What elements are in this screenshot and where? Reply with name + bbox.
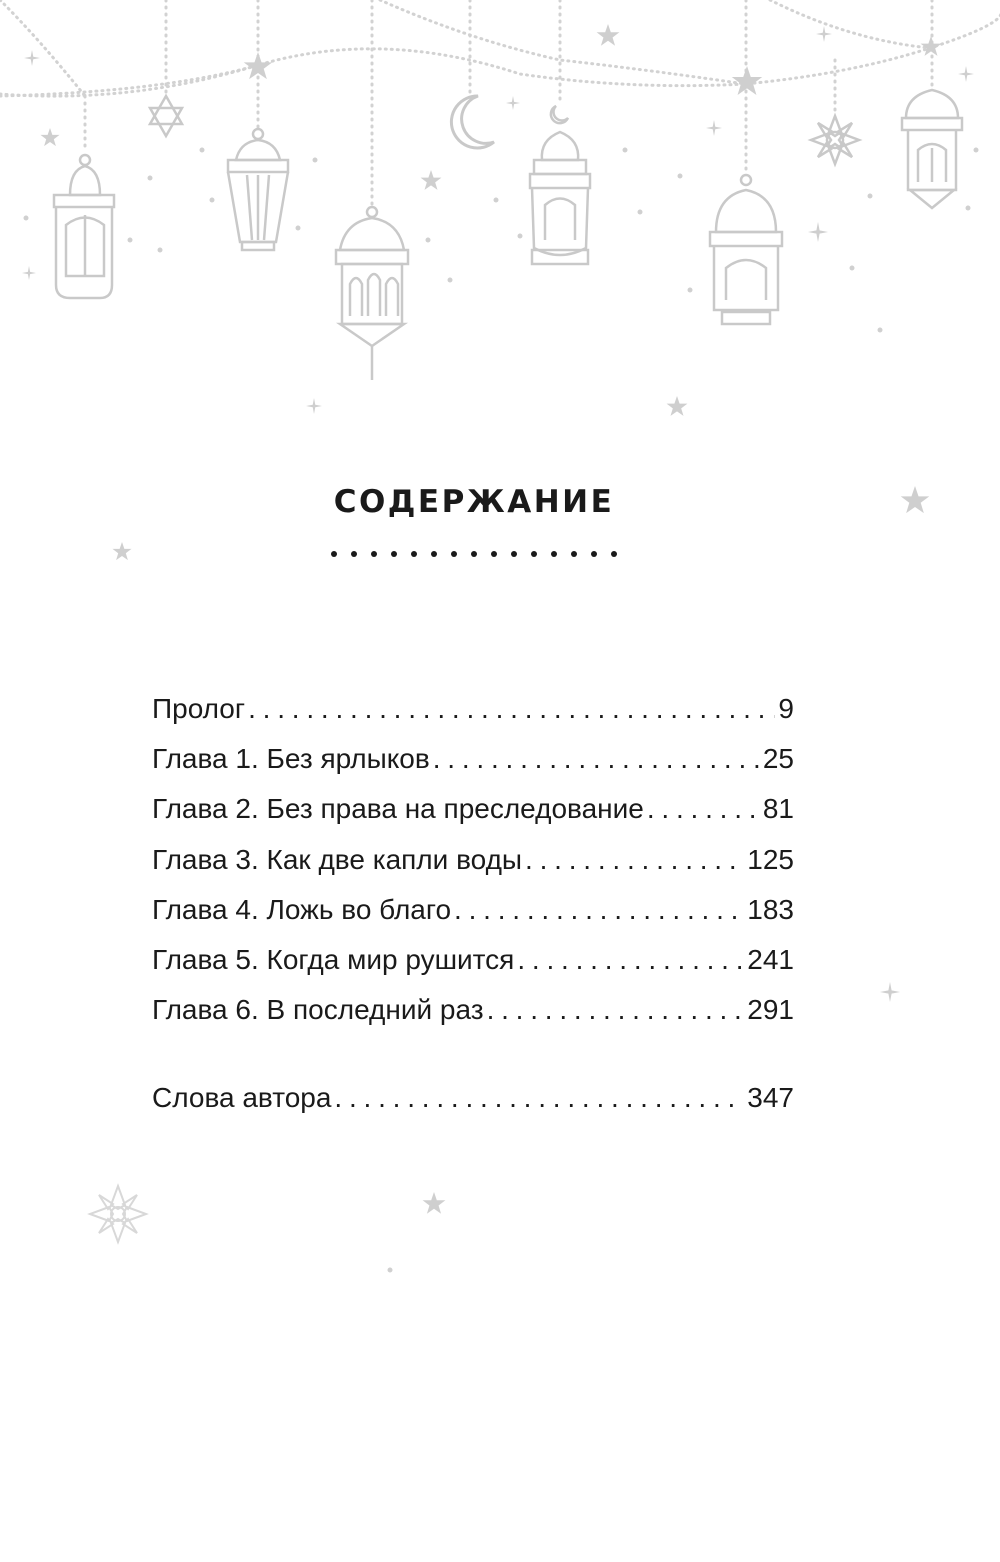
lantern-icon [530,106,590,264]
page-title: СОДЕРЖАНИЕ [333,484,615,520]
toc-dot-leader [647,784,760,834]
star-icon [150,96,182,136]
toc-entry-title: Глава 5. Когда мир рушится [152,943,515,975]
toc-entry-chapter-2[interactable] [152,784,794,834]
flower-ornament-icon [811,116,859,164]
garland-strings [0,0,1000,96]
toc-entry-page: 183 [747,893,794,925]
crescent-moon-icon [451,96,494,148]
lantern-icon [902,90,962,208]
toc-dot-leader [433,734,760,784]
toc-entry-page: 291 [747,994,794,1026]
lantern-icon [54,155,114,298]
flower-ornament-icon [90,1186,146,1242]
toc-entry-chapter-4[interactable] [152,885,794,935]
toc-dot-leader [525,835,744,885]
lantern-icon [710,175,782,324]
toc-entry-page: 9 [778,693,794,724]
toc-entry-title: Глава 3. Как две капли воды [152,843,523,875]
toc-entry-page: 241 [747,943,794,975]
toc-entry-title: Глава 6. В последний раз [152,994,484,1026]
toc-entry-page: 347 [747,1082,794,1114]
toc-entry-chapter-5[interactable] [152,935,794,985]
toc-dot-leader [454,885,744,935]
toc-entry-title: Слова автора [152,1082,332,1114]
toc-dot-leader [334,1073,744,1123]
toc-entry-chapter-1[interactable] [152,734,794,784]
table-of-contents [152,684,794,1124]
toc-entry-page: 125 [747,843,794,875]
toc-entry-title: Глава 2. Без права на преследование [152,793,644,825]
toc-entry-author-words[interactable] [152,1073,794,1123]
toc-dot-leader [487,985,745,1035]
toc-entry-title: Глава 1. Без ярлыков [152,743,430,775]
toc-entry-chapter-3[interactable] [152,835,794,885]
toc-entry-prologue[interactable] [152,684,794,734]
toc-entry-page: 81 [762,793,794,825]
toc-entry-title: Пролог [152,693,246,724]
toc-entry-title: Глава 4. Ложь во благо [152,893,452,925]
toc-dot-leader [517,935,744,985]
toc-entry-page: 25 [762,743,794,775]
lantern-icon [228,129,288,250]
lantern-icon [336,207,408,380]
lantern-strings [85,0,932,205]
title-divider [330,548,620,560]
toc-entry-chapter-6[interactable] [152,985,794,1035]
toc-dot-leader [248,684,775,734]
